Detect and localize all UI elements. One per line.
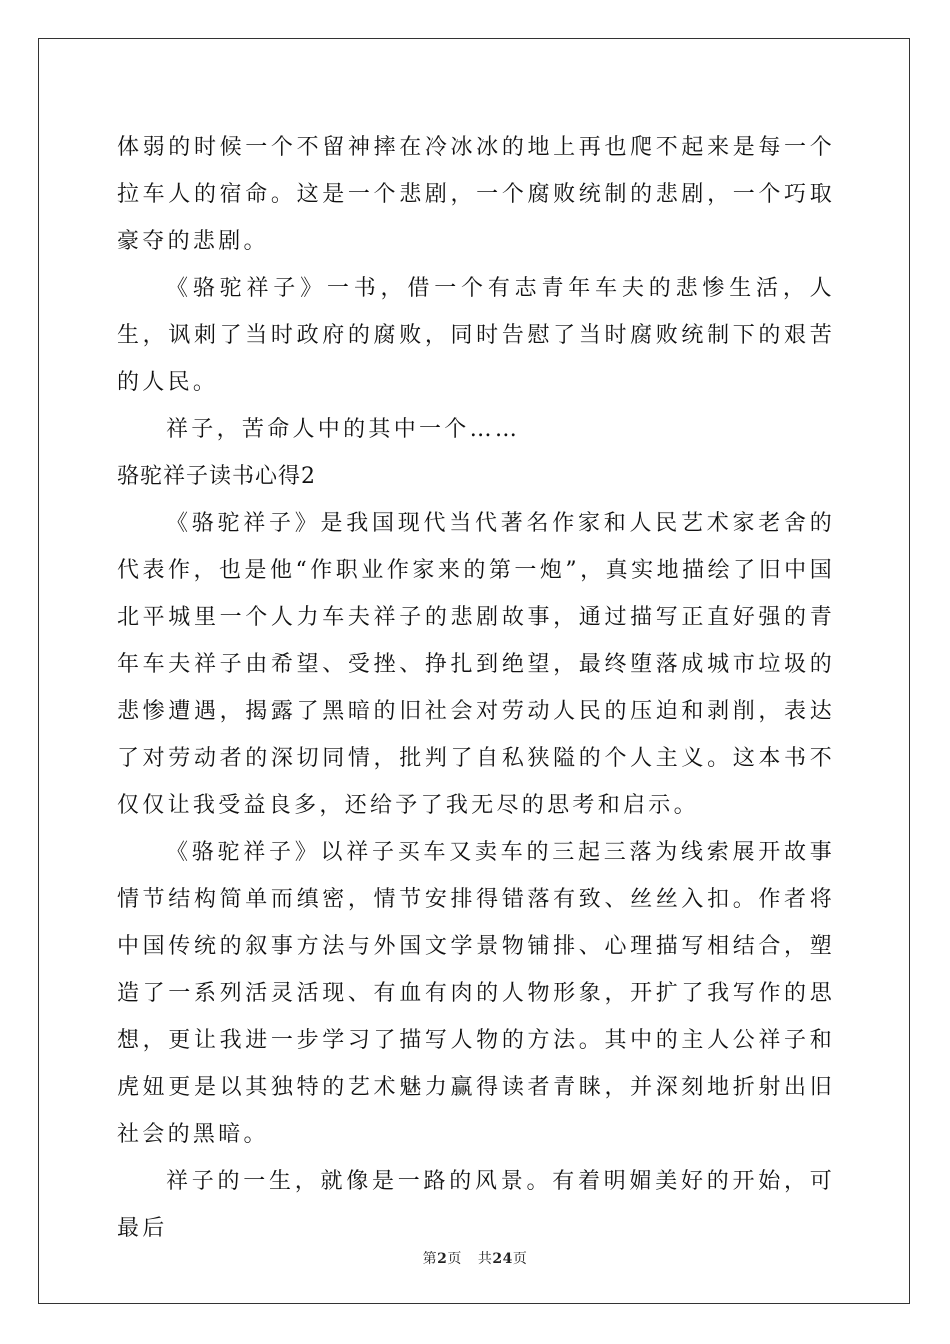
paragraph: 祥子的一生，就像是一路的风景。有着明媚美好的开始，可最后 bbox=[117, 1169, 835, 1241]
section-heading: 骆驼祥子读书心得2 bbox=[117, 464, 316, 489]
paragraph: 《骆驼祥子》一书，借一个有志青年车夫的悲惨生活，人生，讽刺了当时政府的腐败，同时告慰了当时腐败统制下的艰苦的人民。 bbox=[117, 276, 835, 395]
page-number: 第2页 bbox=[422, 1251, 462, 1267]
paragraph: 《骆驼祥子》以祥子买车又卖车的三起三落为线索展开故事情节结构简单而缜密，情节安排得错落有致、丝丝入扣。作者将中国传统的叙事方法与外国文学景物铺排、心理描写相结合，塑造了一系列活灵活现、有血有肉的人物形象，开扩了我写作的思想，更让我进一步学习了描写人物的方法。其中的主人公祥子和虎妞更是以其独特的艺术魅力赢得读者青睐，并深刻地折射出旧社会的黑暗。 bbox=[117, 840, 835, 1147]
document-body bbox=[117, 124, 835, 1252]
paragraph: 祥子，苦命人中的其中一个…… bbox=[166, 417, 521, 442]
paragraph: 体弱的时候一个不留神摔在冷冰冰的地上再也爬不起来是每一个拉车人的宿命。这是一个悲剧，一个腐败统制的悲剧，一个巧取豪夺的悲剧。 bbox=[117, 135, 835, 254]
paragraph: 《骆驼祥子》是我国现代当代著名作家和人民艺术家老舍的代表作，也是他“作职业作家来的第一炮”，真实地描绘了旧中国北平城里一个人力车夫祥子的悲剧故事，通过描写正直好强的青年车夫祥子由希望、受挫、挣扎到绝望，最终堕落成城市垃圾的悲惨遭遇，揭露了黑暗的旧社会对劳动人民的压迫和剥削，表达了对劳动者的深切同情，批判了自私狭隘的个人主义。这本书不仅仅让我受益良多，还给予了我无尽的思考和启示。 bbox=[117, 511, 835, 818]
page-footer bbox=[0, 1248, 950, 1268]
page-total: 共24页 bbox=[477, 1251, 528, 1267]
